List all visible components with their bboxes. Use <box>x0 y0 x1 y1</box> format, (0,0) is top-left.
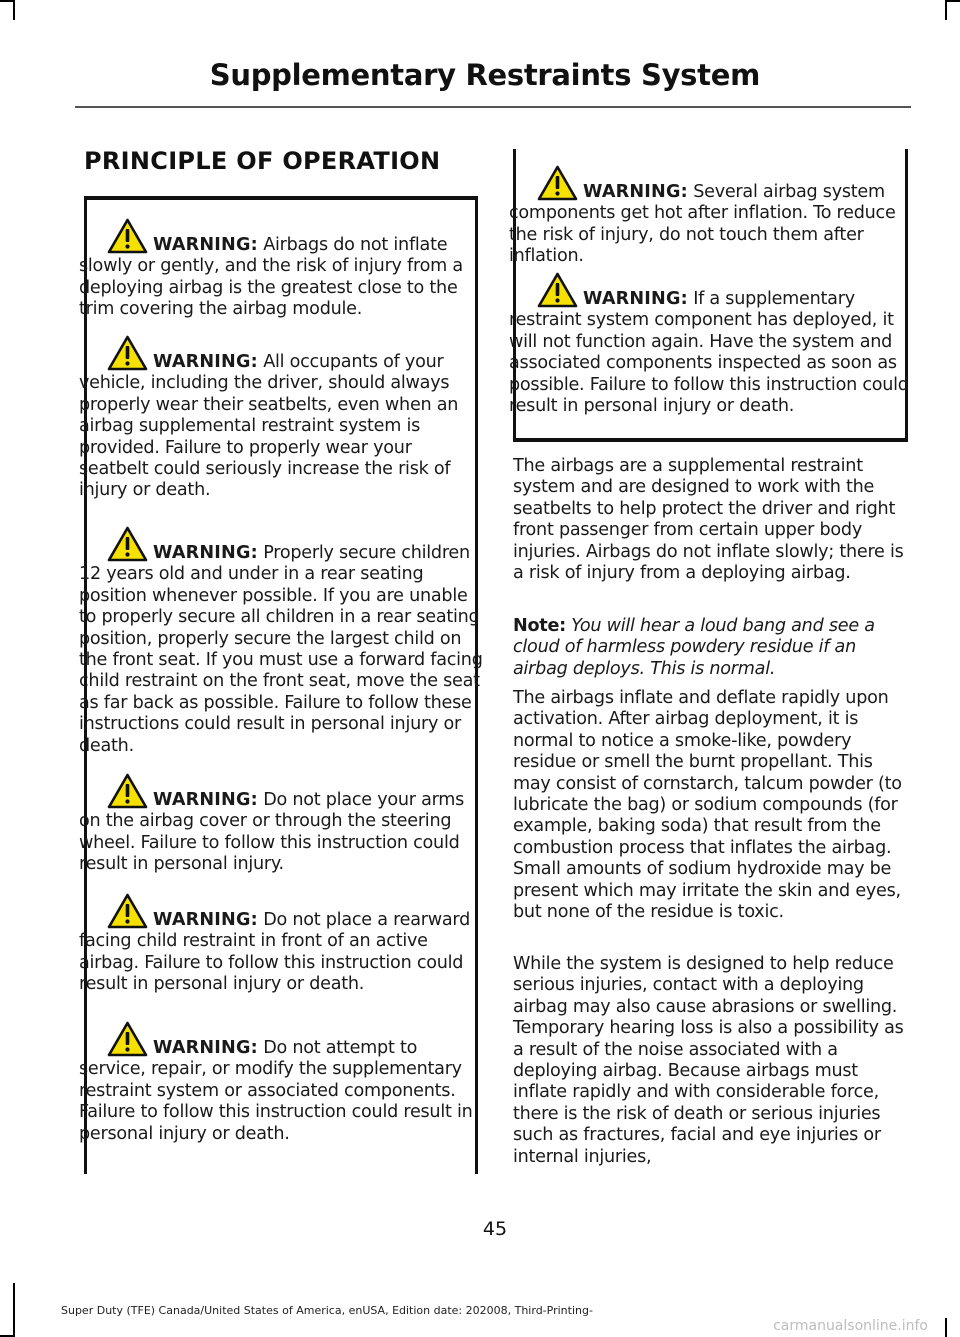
section-title: PRINCIPLE OF OPERATION <box>84 147 441 175</box>
crop-mark <box>945 0 960 2</box>
page-header-title: Supplementary Restraints System <box>209 58 760 92</box>
warning-triangle-icon <box>107 335 148 371</box>
warning-label: WARNING: <box>153 790 258 810</box>
warning-triangle-icon <box>537 165 578 201</box>
warning-label: WARNING: <box>153 1038 258 1058</box>
warning-paragraph <box>79 773 483 876</box>
warning-label: WARNING: <box>153 543 258 563</box>
warning-paragraph <box>79 218 483 321</box>
warning-paragraph <box>79 893 483 996</box>
warning-text: If a supplementary restraint system component has deployed, it will not function again. Have the system and associated components inspected as soon as possible. Failure to follow this instruction could result in personal injury or death. <box>509 289 909 417</box>
warning-label: WARNING: <box>153 235 258 255</box>
warning-text: Properly secure children 12 years old and under in a rear seating position whenever possible. If you are unable to properly secure all children in a rear seating position, properly secure the largest child on the front seat. If you must use a forward facing child restraint on the front seat, move the seat as far back as possible. Failure to follow these instructions could result in personal injury or death. <box>79 543 483 756</box>
warning-text: All occupants of your vehicle, including the driver, should always properly wear their seatbelts, even when an airbag supplemental restraint system is provided. Failure to properly wear your seatbelt could seriously increase the risk of injury or death. <box>79 352 459 501</box>
warning-box-bottom-rule <box>513 438 908 442</box>
warning-box-top-rule <box>84 196 478 200</box>
body-paragraph: The airbags are a supplemental restraint system and are designed to work with the seatbelts to help protect the driver and right front passenger from certain upper body injuries. Airbags do not inflate slowly; there is a risk of injury from a deploying airbag. <box>513 456 904 584</box>
page-number: 45 <box>482 1218 508 1240</box>
warning-paragraph <box>509 272 913 417</box>
note-text: You will hear a loud bang and see a cloud of harmless powdery residue if an airbag deploys. This is normal. <box>513 616 875 679</box>
warning-paragraph <box>79 526 483 757</box>
crop-mark <box>945 0 947 20</box>
warning-text: Airbags do not inflate slowly or gently, and the risk of injury from a deploying airbag is the greatest close to the trim covering the airbag module. <box>79 235 463 320</box>
body-paragraph: The airbags inflate and deflate rapidly upon activation. After airbag deployment, it is normal to notice a smoke-like, powdery residue or smell the burnt propellant. This may consist of cornstarch, talcum powder (to lubricate the bag) or sodium compounds (for example, baking soda) that result from the combustion process that inflates the airbag. Small amounts of sodium hydroxide may be present which may irritate the skin and eyes, but none of the residue is toxic. <box>513 688 902 923</box>
warning-triangle-icon <box>107 1021 148 1057</box>
crop-mark <box>0 0 13 2</box>
warning-paragraph <box>79 1021 483 1145</box>
warning-paragraph <box>79 335 483 502</box>
note-paragraph <box>513 616 906 680</box>
warning-triangle-icon <box>107 218 148 254</box>
header-divider <box>75 106 911 108</box>
warning-triangle-icon <box>107 893 148 929</box>
warning-triangle-icon <box>537 272 578 308</box>
footer-edition-text: Super Duty (TFE) Canada/United States of America, enUSA, Edition date: 202008, Third-Printing- <box>61 1304 593 1317</box>
warning-label: WARNING: <box>153 352 258 372</box>
warning-text: Do not place a rearward facing child restraint in front of an active airbag. Failure to follow this instruction could result in personal injury or death. <box>79 910 471 995</box>
warning-triangle-icon <box>107 526 148 562</box>
crop-mark <box>945 1318 947 1337</box>
crop-mark <box>13 1283 15 1337</box>
warning-box-right <box>509 149 909 442</box>
warning-label: WARNING: <box>583 289 688 309</box>
body-paragraph: While the system is designed to help reduce serious injuries, contact with a deploying airbag may also cause abrasions or swelling. Temporary hearing loss is also a possibility as a result of the noise associated with a deploying airbag. Because airbags must inflate rapidly and with considerable force, there is the risk of death or serious injuries such as fractures, facial and eye injuries or internal injuries, <box>513 954 904 1167</box>
warning-label: WARNING: <box>583 182 688 202</box>
crop-mark <box>13 0 15 20</box>
warning-text: Do not attempt to service, repair, or modify the supplementary restraint system or associated components. Failure to follow this instruction could result in personal injury or death. <box>79 1038 473 1144</box>
watermark: carmanualsonline.info <box>773 1318 928 1334</box>
warning-text: Several airbag system components get hot after inflation. To reduce the risk of injury, do not touch them after inflation. <box>509 182 896 267</box>
note-label: Note: <box>513 616 566 636</box>
warning-text: Do not place your arms on the airbag cover or through the steering wheel. Failure to follow this instruction could result in personal injury. <box>79 790 465 875</box>
warning-label: WARNING: <box>153 910 258 930</box>
warning-paragraph <box>509 165 913 268</box>
warning-box-left <box>79 196 483 1174</box>
warning-triangle-icon <box>107 773 148 809</box>
